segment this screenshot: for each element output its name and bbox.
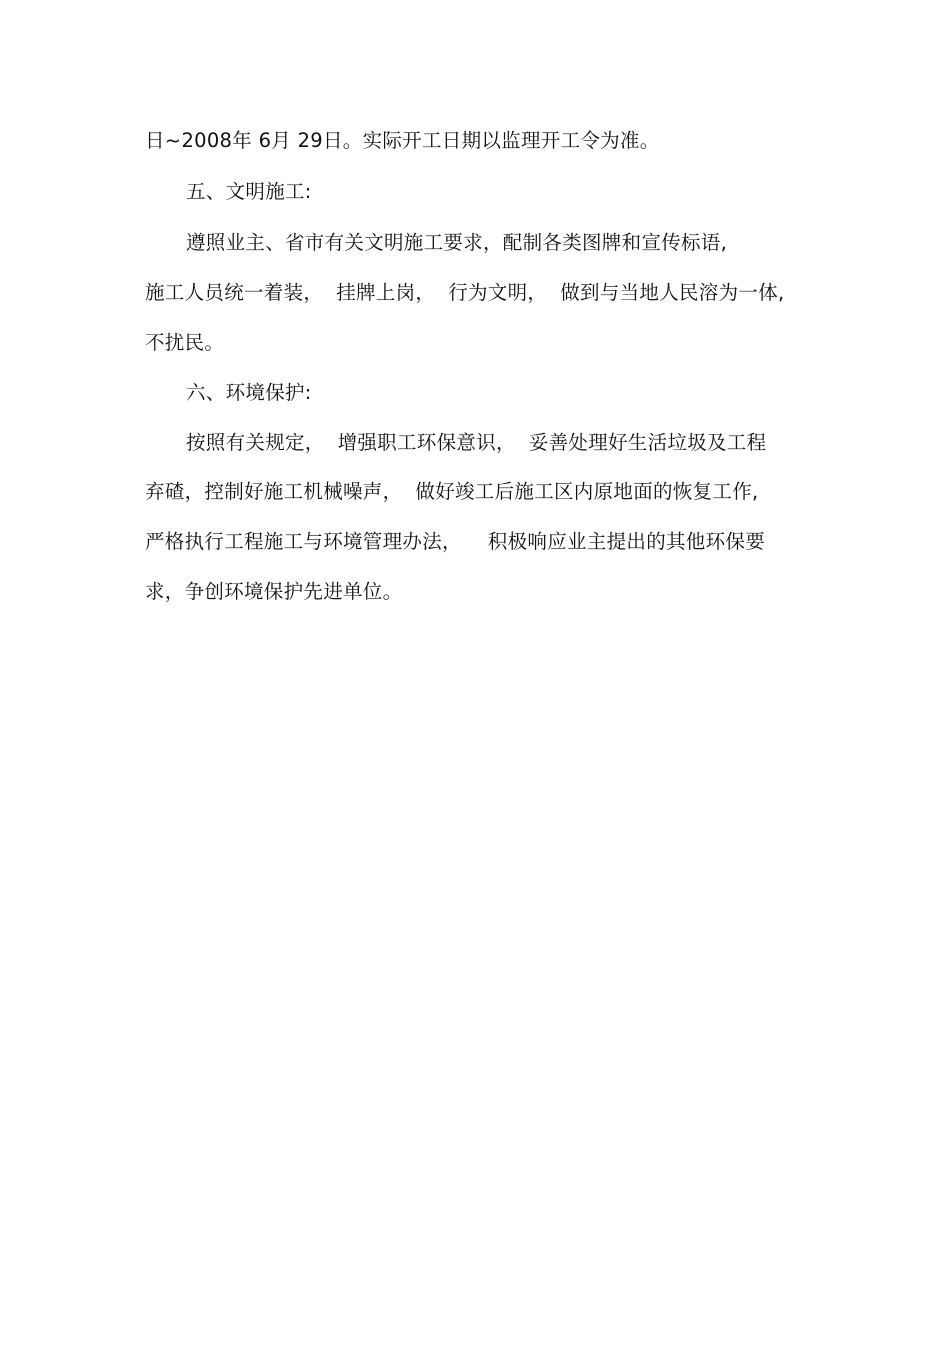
paragraph-line: 遵照业主、省市有关文明施工要求，配制各类图牌和宣传标语, [186, 231, 728, 254]
paragraph-line-schedule: 日~2008年 6月 29日。实际开工日期以监理开工令为准。 [145, 129, 660, 152]
paragraph-line: 按照有关规定， 增强职工环保意识， 妥善处理好生活垃圾及工程 [186, 431, 767, 454]
section-heading-civilized-construction: 五、文明施工: [186, 180, 312, 203]
paragraph-line: 严格执行工程施工与环境管理办法， 积极响应业主提出的其他环保要 [145, 530, 765, 553]
paragraph-line: 求，争创环境保护先进单位。 [145, 580, 403, 603]
paragraph-line: 不扰民。 [145, 331, 225, 354]
section-heading-environmental-protection: 六、环境保护: [186, 381, 312, 404]
paragraph-line: 施工人员统一着装， 挂牌上岗， 行为文明， 做到与当地人民溶为一体, [145, 281, 785, 304]
paragraph-line: 弃碴，控制好施工机械噪声， 做好竣工后施工区内原地面的恢复工作, [145, 480, 759, 503]
